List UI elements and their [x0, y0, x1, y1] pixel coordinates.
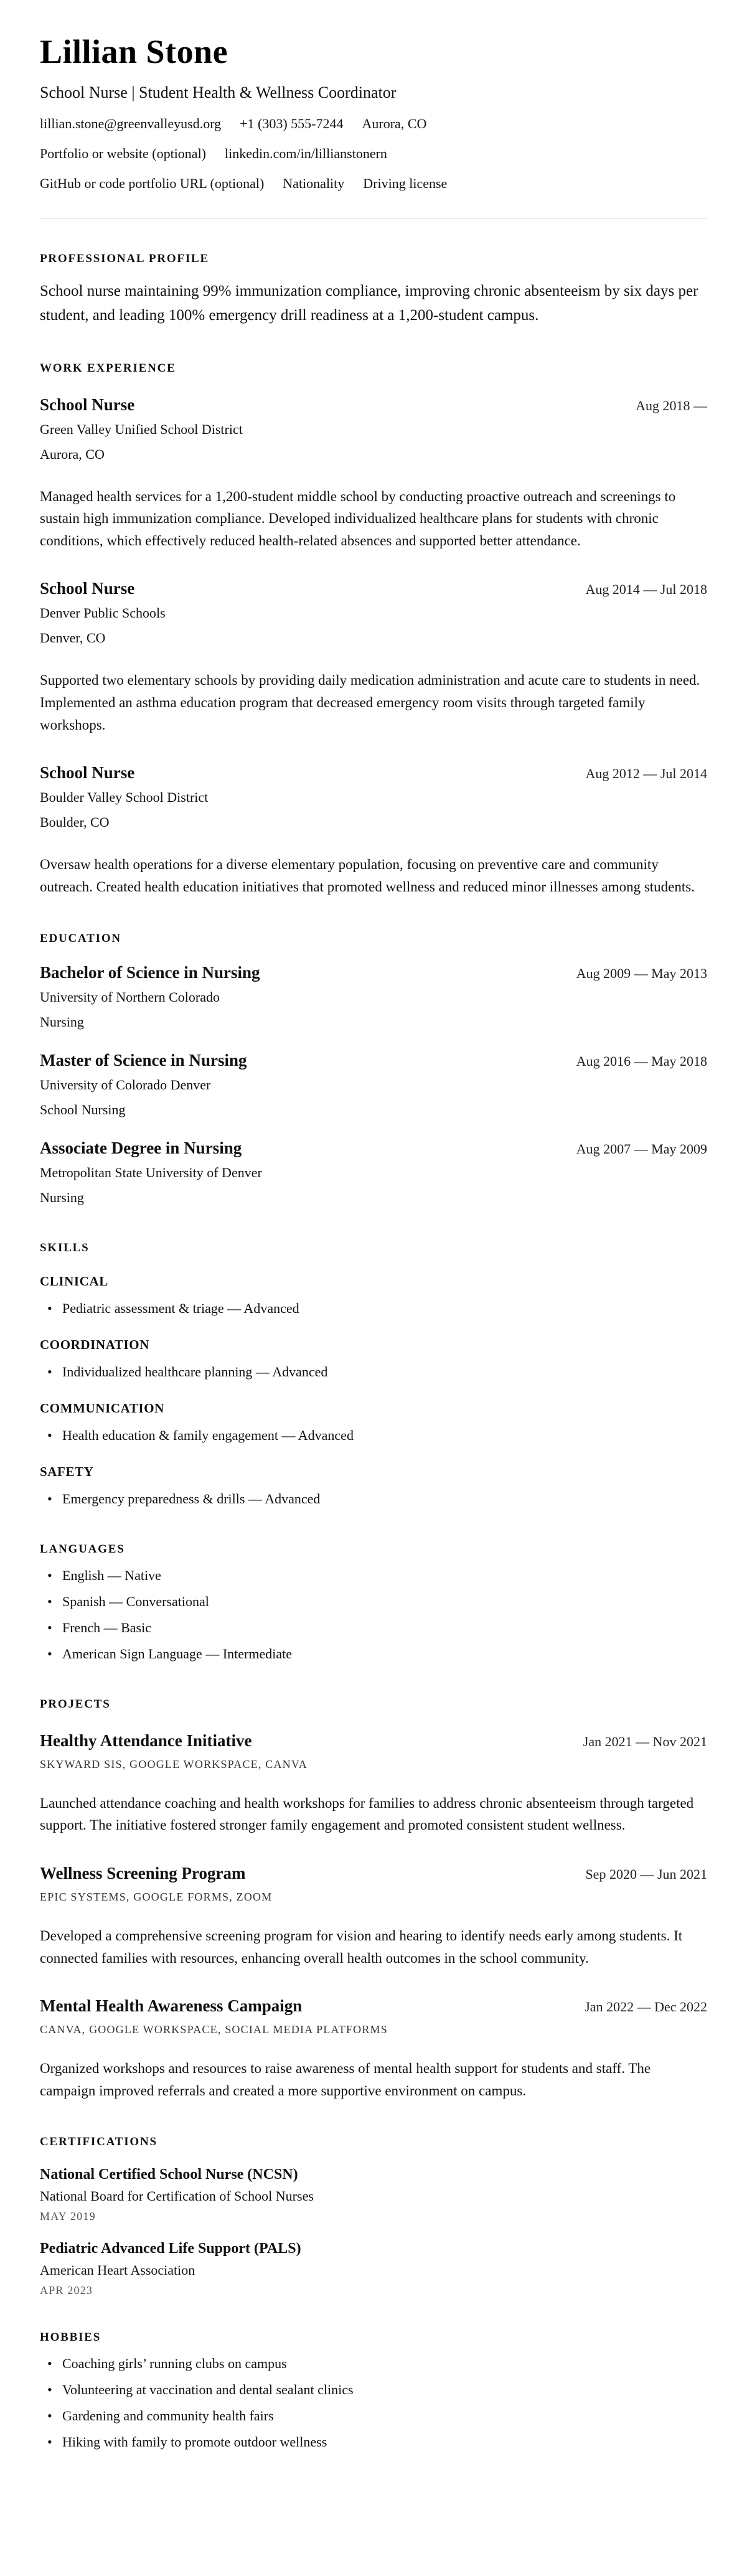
languages-section [40, 1543, 707, 1664]
hobby-item: • Volunteering at vaccination and dental sealant clinics [40, 2379, 707, 2400]
contact-row-2 [40, 146, 707, 162]
field-of-study: Nursing [40, 1013, 84, 1030]
candidate-title: School Nurse | Student Health & Wellness Coordinator [40, 83, 397, 101]
contact-nationality: Nationality [283, 176, 345, 191]
job-title: School Nurse [40, 579, 135, 598]
contact-row-3 [40, 176, 707, 192]
field-of-study: School Nursing [40, 1101, 126, 1117]
project-dates: Jan 2022 — Dec 2022 [585, 1999, 707, 2015]
skill-group [40, 1274, 707, 1319]
job-location: Denver, CO [40, 630, 106, 646]
job-title: School Nurse [40, 763, 135, 783]
education-entry-header [40, 963, 707, 982]
project-tools: EPIC SYSTEMS, GOOGLE FORMS, ZOOM [40, 1890, 273, 1903]
project-dates: Sep 2020 — Jun 2021 [585, 1866, 707, 1882]
job-location: Aurora, CO [40, 446, 105, 462]
skill-group-name: SAFETY [40, 1464, 94, 1479]
project-entry-header [40, 1864, 707, 1883]
skills-section [40, 1241, 707, 1509]
contact-row-1 [40, 116, 707, 132]
contact-linkedin: linkedin.com/in/lillianstonern [225, 146, 387, 161]
certification-date: APR 2023 [40, 2284, 93, 2297]
profile-heading: PROFESSIONAL PROFILE [40, 252, 209, 265]
profile-text: School nurse maintaining 99% immunization compliance, improving chronic absenteeism by six days per student, and leading 100% emergency drill readiness at a 1,200-student campus. [40, 283, 698, 324]
hobbies-heading: HOBBIES [40, 2331, 101, 2344]
project-title: Wellness Screening Program [40, 1863, 246, 1883]
job-company: Boulder Valley School District [40, 789, 209, 806]
skill-list [40, 1298, 707, 1319]
job-dates: Aug 2012 — Jul 2014 [585, 766, 707, 782]
work-experience-section [40, 362, 707, 898]
language-item: • English — Native [40, 1565, 707, 1586]
contact-portfolio: Portfolio or website (optional) [40, 146, 207, 161]
language-item: • Spanish — Conversational [40, 1591, 707, 1612]
work-heading: WORK EXPERIENCE [40, 361, 176, 375]
hobby-item: • Hiking with family to promote outdoor wellness [40, 2432, 707, 2452]
work-entry [40, 763, 707, 898]
hobby-list [40, 2353, 707, 2452]
certification-issuer: National Board for Certification of School Nurses [40, 2188, 314, 2204]
skill-item: • Pediatric assessment & triage — Advanced [40, 1298, 707, 1319]
candidate-name: Lillian Stone [40, 33, 228, 70]
certification-title: National Certified School Nurse (NCSN) [40, 2166, 298, 2183]
skill-item: • Emergency preparedness & drills — Advanced [40, 1488, 707, 1509]
skill-group [40, 1337, 707, 1382]
skill-group [40, 1464, 707, 1509]
skill-group-name: CLINICAL [40, 1273, 108, 1289]
degree-title: Associate Degree in Nursing [40, 1138, 242, 1157]
skill-item: • Individualized healthcare planning — Advanced [40, 1361, 707, 1382]
job-location: Boulder, CO [40, 814, 110, 830]
work-entry [40, 579, 707, 736]
project-title: Healthy Attendance Initiative [40, 1731, 252, 1750]
contact-github: GitHub or code portfolio URL (optional) [40, 176, 265, 191]
degree-title: Bachelor of Science in Nursing [40, 962, 260, 982]
job-description: Supported two elementary schools by providing daily medication administration and acute care to students in need. Implemented an asthma education program that decreased emergency room visits through targeted family workshops. [40, 672, 700, 733]
certification-entry [40, 2240, 707, 2297]
hobby-item: • Gardening and community health fairs [40, 2405, 707, 2426]
contact-email: lillian.stone@greenvalleyusd.org [40, 116, 222, 131]
header-divider [40, 218, 707, 219]
work-entry-header [40, 579, 707, 598]
school-name: University of Northern Colorado [40, 989, 220, 1005]
projects-heading: PROJECTS [40, 1697, 111, 1711]
degree-dates: Aug 2016 — May 2018 [576, 1053, 707, 1069]
certification-entry [40, 2166, 707, 2223]
project-entry [40, 1731, 707, 1836]
language-item: • American Sign Language — Intermediate [40, 1643, 707, 1664]
skills-heading: SKILLS [40, 1241, 90, 1254]
contact-location: Aurora, CO [362, 116, 427, 131]
skill-group-name: COORDINATION [40, 1337, 149, 1352]
degree-dates: Aug 2009 — May 2013 [576, 965, 707, 981]
education-entry [40, 1051, 707, 1120]
skill-list [40, 1361, 707, 1382]
certifications-heading: CERTIFICATIONS [40, 2135, 157, 2149]
education-section [40, 932, 707, 1208]
job-company: Denver Public Schools [40, 605, 166, 621]
skill-list [40, 1488, 707, 1509]
project-dates: Jan 2021 — Nov 2021 [583, 1733, 707, 1749]
work-entry-header [40, 395, 707, 415]
hobby-item: • Coaching girls’ running clubs on campus [40, 2353, 707, 2374]
job-company: Green Valley Unified School District [40, 421, 243, 437]
certification-date: MAY 2019 [40, 2210, 96, 2223]
job-description: Managed health services for a 1,200-student middle school by conducting proactive outreach and screenings to sustain high immunization compliance. Developed individualized healthcare plans for students with chronic conditions, which effectively reduced health-related absences and supported better attendance. [40, 488, 676, 548]
project-title: Mental Health Awareness Campaign [40, 1996, 303, 2016]
job-dates: Aug 2018 — [636, 397, 707, 413]
certifications-section [40, 2135, 707, 2297]
resume-header [40, 32, 707, 219]
project-tools: CANVA, GOOGLE WORKSPACE, SOCIAL MEDIA PLATFORMS [40, 2023, 388, 2036]
project-entry-header [40, 1996, 707, 2016]
certification-title: Pediatric Advanced Life Support (PALS) [40, 2240, 301, 2257]
projects-section [40, 1698, 707, 2102]
work-entry [40, 395, 707, 552]
skill-group-name: COMMUNICATION [40, 1400, 164, 1416]
job-dates: Aug 2014 — Jul 2018 [585, 581, 707, 598]
school-name: Metropolitan State University of Denver [40, 1164, 262, 1180]
certification-issuer: American Heart Association [40, 2262, 195, 2278]
degree-dates: Aug 2007 — May 2009 [576, 1140, 707, 1157]
education-entry [40, 963, 707, 1032]
skill-group [40, 1401, 707, 1445]
language-item: • French — Basic [40, 1617, 707, 1638]
job-title: School Nurse [40, 395, 135, 414]
school-name: University of Colorado Denver [40, 1076, 211, 1093]
skill-item: • Health education & family engagement — Advanced [40, 1425, 707, 1445]
education-entry [40, 1139, 707, 1208]
project-description: Developed a comprehensive screening program for vision and hearing to identify needs early among students. It connected families with resources, enhancing overall health outcomes in the school community. [40, 1927, 683, 1966]
education-entry-header [40, 1051, 707, 1070]
project-entry-header [40, 1731, 707, 1751]
work-entry-header [40, 763, 707, 783]
skill-list [40, 1425, 707, 1445]
languages-heading: LANGUAGES [40, 1542, 125, 1556]
profile-section [40, 252, 707, 328]
language-list [40, 1565, 707, 1664]
contact-phone: +1 (303) 555-7244 [240, 116, 344, 131]
project-description: Launched attendance coaching and health workshops for families to address chronic absenteeism through targeted support. The initiative fostered stronger family engagement and promoted consistent student wellness. [40, 1795, 694, 1833]
project-entry [40, 1996, 707, 2102]
education-entry-header [40, 1139, 707, 1158]
degree-title: Master of Science in Nursing [40, 1050, 247, 1069]
project-description: Organized workshops and resources to raise awareness of mental health support for students and staff. The campaign improved referrals and created a more supportive environment on campus. [40, 2061, 651, 2099]
project-entry [40, 1864, 707, 1969]
education-heading: EDUCATION [40, 931, 121, 945]
field-of-study: Nursing [40, 1189, 84, 1205]
contact-driving-license: Driving license [363, 176, 448, 191]
hobbies-section [40, 2331, 707, 2452]
project-tools: SKYWARD SIS, GOOGLE WORKSPACE, CANVA [40, 1757, 308, 1770]
job-description: Oversaw health operations for a diverse elementary population, focusing on preventive care and community outreach. Created health education initiatives that promoted wellness and reduced minor illnesses among students. [40, 857, 695, 895]
